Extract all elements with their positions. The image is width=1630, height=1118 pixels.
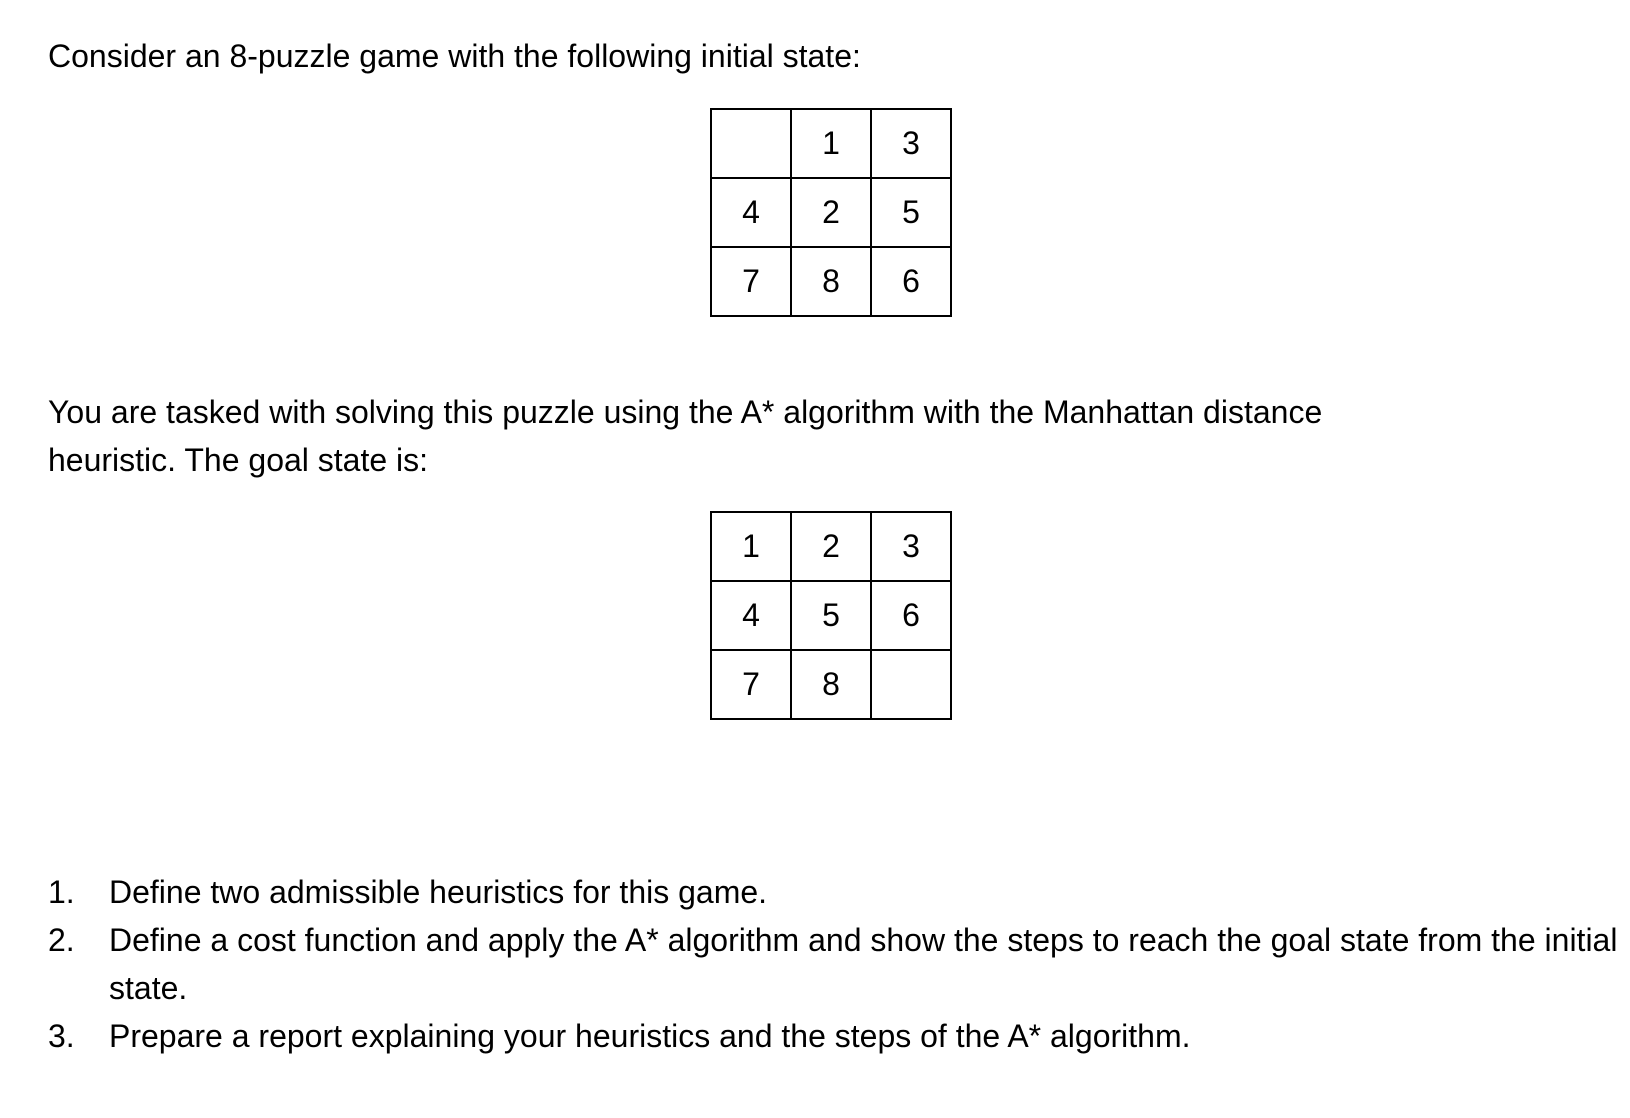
grid-row [711, 581, 951, 650]
grid-cell: 7 [711, 650, 791, 719]
grid-cell: 6 [871, 581, 951, 650]
goal-state-grid [710, 511, 952, 720]
list-item [48, 868, 1623, 916]
grid-cell: 8 [791, 650, 871, 719]
grid-cell [871, 650, 951, 719]
list-item-number: 3. [48, 1018, 75, 1054]
grid-cell: 4 [711, 178, 791, 247]
grid-row [711, 178, 951, 247]
grid-row [711, 247, 951, 316]
list-item-text: Define a cost function and apply the A* algorithm and show the steps to reach the goal state from the initial state. [109, 922, 1618, 1006]
grid-row [711, 650, 951, 719]
grid-cell: 3 [871, 109, 951, 178]
grid-cell: 7 [711, 247, 791, 316]
list-item-text: Prepare a report explaining your heuristics and the steps of the A* algorithm. [109, 1018, 1191, 1054]
intro-text: Consider an 8-puzzle game with the following initial state: [48, 38, 861, 74]
grid-cell: 6 [871, 247, 951, 316]
list-item [48, 916, 1623, 1012]
task-line: You are tasked with solving this puzzle using the A* algorithm with the Manhattan distance [48, 394, 1323, 430]
grid-row [711, 512, 951, 581]
grid-row [711, 109, 951, 178]
grid-cell: 5 [871, 178, 951, 247]
grid-cell: 2 [791, 512, 871, 581]
list-item [48, 1012, 1623, 1060]
grid-cell: 1 [791, 109, 871, 178]
grid-cell: 5 [791, 581, 871, 650]
grid-cell: 1 [711, 512, 791, 581]
grid-cell [711, 109, 791, 178]
question-list [48, 868, 1623, 1060]
grid-cell: 2 [791, 178, 871, 247]
list-item-number: 2. [48, 922, 75, 958]
grid-cell: 4 [711, 581, 791, 650]
task-description [48, 388, 1322, 484]
initial-state-grid [710, 108, 952, 317]
grid-cell: 3 [871, 512, 951, 581]
grid-cell: 8 [791, 247, 871, 316]
task-line: heuristic. The goal state is: [48, 442, 429, 478]
list-item-text: Define two admissible heuristics for this game. [109, 874, 768, 910]
list-item-number: 1. [48, 874, 75, 910]
